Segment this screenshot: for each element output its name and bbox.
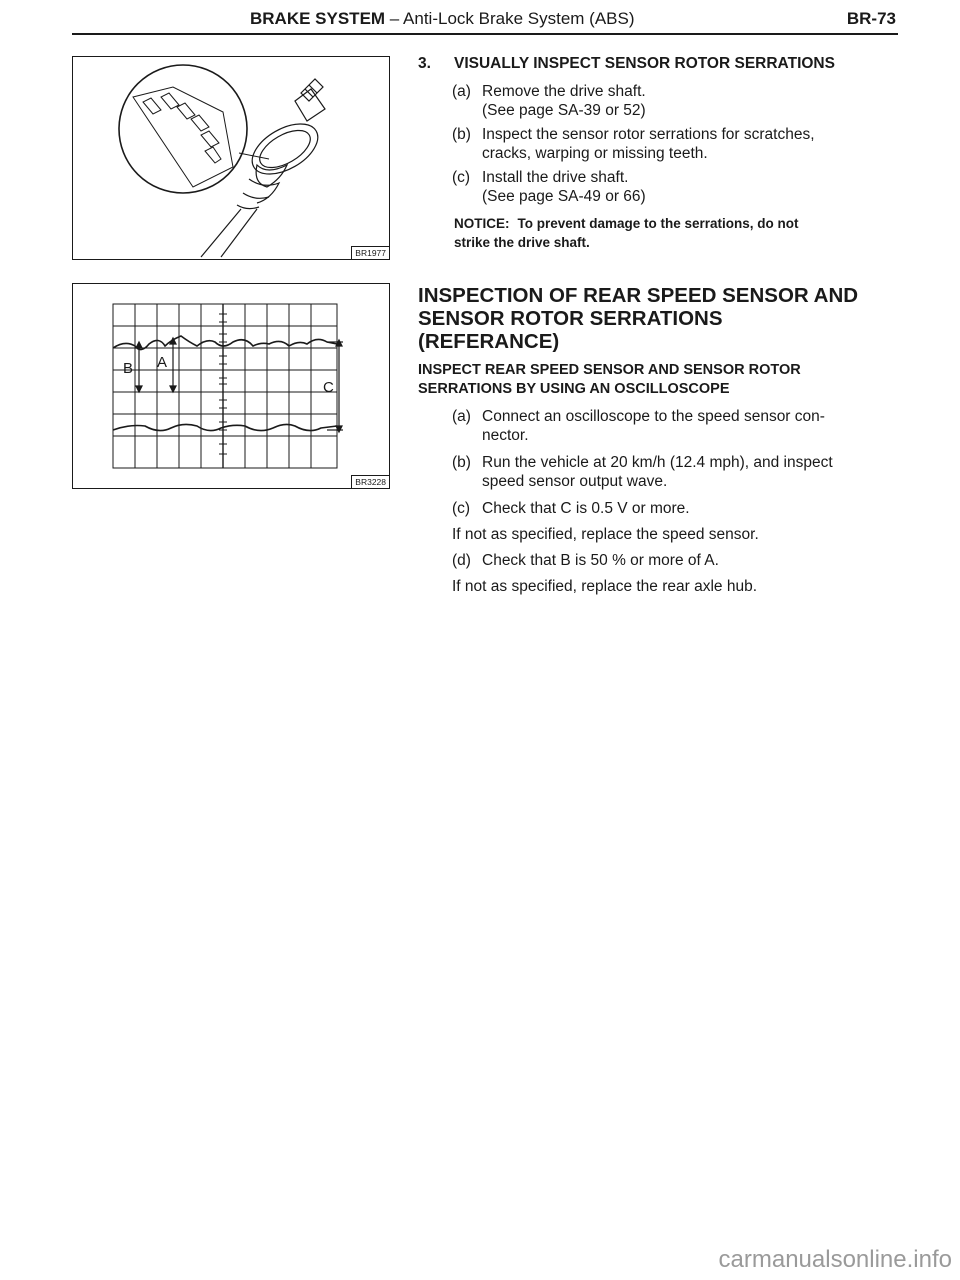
item-label: (b) xyxy=(452,126,471,143)
figure-code: BR3228 xyxy=(351,475,389,488)
header-rule xyxy=(72,33,898,35)
watermark: carmanualsonline.info xyxy=(718,1246,952,1273)
header-system: BRAKE SYSTEM xyxy=(250,9,386,28)
heading-line: SENSOR ROTOR SERRATIONS xyxy=(418,307,723,330)
item-label: (a) xyxy=(452,83,471,100)
item-label: (c) xyxy=(452,169,471,186)
notice-keyword: NOTICE: xyxy=(454,216,510,231)
item-line: Connect an oscilloscope to the speed sensor con- xyxy=(482,408,825,425)
figure-oscilloscope-wave xyxy=(72,283,390,489)
list-item xyxy=(418,453,896,491)
section-heading xyxy=(418,284,896,353)
oscilloscope-grid xyxy=(73,284,389,488)
item-line: Run the vehicle at 20 km/h (12.4 mph), and inspect xyxy=(482,454,833,471)
list-item xyxy=(418,168,896,206)
item-line: nector. xyxy=(482,427,529,444)
rear-sensor-section xyxy=(418,284,896,596)
sub-heading-line: SERRATIONS BY USING AN OSCILLOSCOPE xyxy=(418,381,730,397)
figure-code: BR1977 xyxy=(351,246,389,259)
item-line: (See page SA-49 or 66) xyxy=(482,188,646,205)
item-line: Install the drive shaft. xyxy=(482,169,629,186)
item-line: cracks, warping or missing teeth. xyxy=(482,145,708,162)
item-line: (See page SA-39 or 52) xyxy=(482,102,646,119)
page-number: BR-73 xyxy=(846,9,896,28)
remedy-note: If not as specified, replace the rear axle hub. xyxy=(452,578,758,595)
figure-drive-shaft xyxy=(72,56,390,260)
item-line: Inspect the sensor rotor serrations for scratches, xyxy=(482,126,815,143)
item-line: Remove the drive shaft. xyxy=(482,83,646,100)
header-subtitle: – Anti-Lock Brake System (ABS) xyxy=(385,9,635,28)
page-header xyxy=(250,6,896,32)
list-item xyxy=(418,499,896,518)
heading-line: INSPECTION OF REAR SPEED SENSOR AND xyxy=(418,284,859,307)
list-item xyxy=(418,551,896,570)
item-line: Check that C is 0.5 V or more. xyxy=(482,500,690,517)
remedy-note: If not as specified, replace the speed sensor. xyxy=(452,526,759,543)
drive-shaft-illustration xyxy=(73,57,389,259)
item-label: (d) xyxy=(452,552,471,569)
step-title-text: VISUALLY INSPECT SENSOR ROTOR SERRATIONS xyxy=(454,55,835,72)
item-line: Check that B is 50 % or more of A. xyxy=(482,552,719,569)
list-item xyxy=(418,407,896,445)
item-label: (a) xyxy=(452,408,471,425)
list-item xyxy=(418,125,896,163)
item-label: (b) xyxy=(452,454,471,471)
step3-block xyxy=(418,54,896,252)
list-item xyxy=(418,82,896,120)
step-number: 3. xyxy=(418,55,431,72)
notice-line: strike the drive shaft. xyxy=(454,235,590,250)
notice xyxy=(418,214,896,252)
sub-heading-line: INSPECT REAR SPEED SENSOR AND SENSOR ROTOR xyxy=(418,362,801,378)
sub-heading xyxy=(418,361,896,399)
label-a: A xyxy=(157,354,168,371)
notice-line: To prevent damage to the serrations, do not xyxy=(517,216,799,231)
step3-title xyxy=(418,54,896,74)
label-b: B xyxy=(123,360,134,377)
heading-line: (REFERANCE) xyxy=(418,330,560,353)
item-label: (c) xyxy=(452,500,471,517)
item-line: speed sensor output wave. xyxy=(482,473,668,490)
label-c: C xyxy=(323,379,334,396)
